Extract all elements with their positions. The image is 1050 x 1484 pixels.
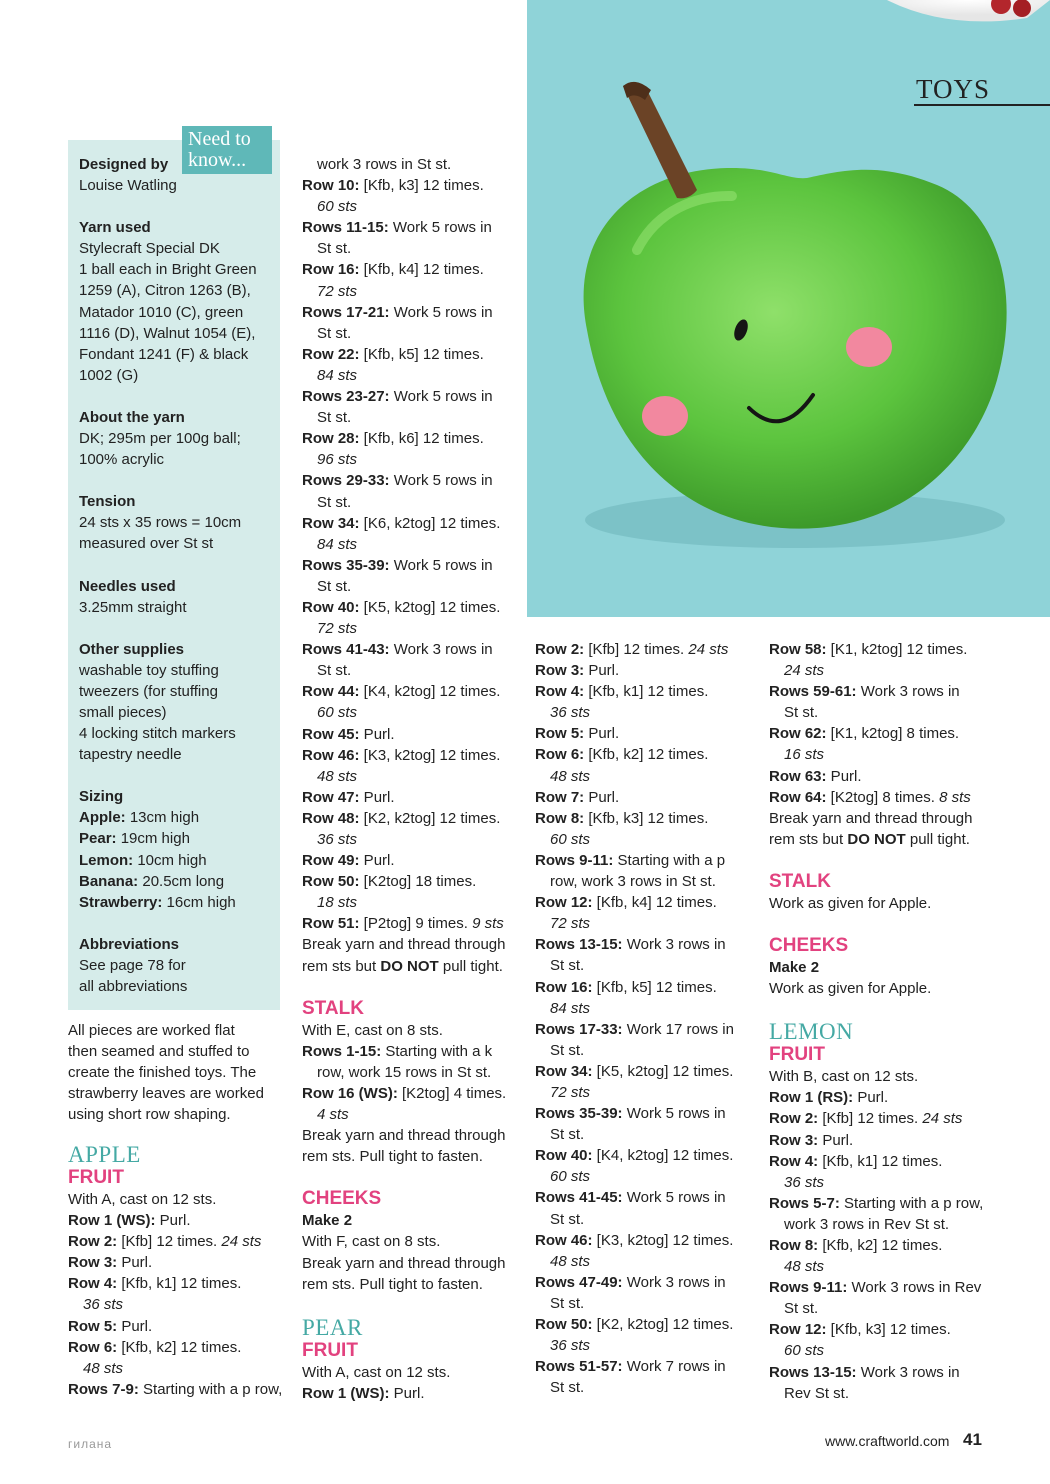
row-label: Row 1 (RS): bbox=[769, 1089, 854, 1107]
pattern-row: Rows 41-43: Work 3 rows in bbox=[302, 641, 493, 659]
stitch-count: 72 sts bbox=[550, 1083, 591, 1101]
stitch-count: 16 sts bbox=[784, 746, 825, 764]
row-label: Row 62: bbox=[769, 725, 827, 743]
pattern-row: Row 5: Purl. bbox=[535, 725, 620, 743]
info-heading: Designed by bbox=[79, 156, 169, 173]
info-block bbox=[79, 639, 275, 766]
instruction-text: rem sts but DO NOT pull tight. bbox=[769, 830, 970, 848]
pattern-row: Row 22: [Kfb, k5] 12 times. bbox=[302, 345, 484, 363]
row-label: Row 3: bbox=[68, 1254, 118, 1272]
row-label: Row 2: bbox=[535, 641, 585, 658]
size-label: Strawberry: bbox=[79, 893, 163, 911]
row-label: Rows 59-61: bbox=[769, 683, 857, 701]
pattern-row: Row 63: Purl. bbox=[769, 767, 862, 785]
pattern-row: Rows 35-39: Work 5 rows in bbox=[302, 556, 493, 574]
section-tag: TOYS bbox=[914, 74, 1050, 106]
instruction-text: Break yarn and thread through bbox=[302, 1254, 506, 1272]
pattern-row: Row 44: [K4, k2tog] 12 times. bbox=[302, 683, 501, 701]
row-label: Row 40: bbox=[302, 598, 360, 616]
make-count bbox=[769, 957, 999, 978]
row-label: Row 50: bbox=[535, 1316, 593, 1333]
pattern-row: Rows 23-27: Work 5 rows in bbox=[302, 388, 493, 406]
row-label: Row 8: bbox=[769, 1236, 819, 1254]
row-continued: St st. bbox=[550, 1041, 585, 1059]
row-label: Row 28: bbox=[302, 430, 360, 448]
row-label: Row 40: bbox=[535, 1147, 593, 1165]
pattern-row: Rows 17-21: Work 5 rows in bbox=[302, 303, 493, 321]
stitch-count: 36 sts bbox=[784, 1173, 825, 1191]
row-label: Rows 7-9: bbox=[68, 1380, 139, 1398]
info-line: Fondant 1241 (F) & black bbox=[79, 345, 249, 363]
row-label: Rows 23-27: bbox=[302, 388, 390, 406]
stitch-count: 36 sts bbox=[83, 1296, 124, 1314]
row-continued: St st. bbox=[784, 1300, 819, 1318]
pattern-row: Row 46: [K3, k2tog] 12 times. bbox=[302, 746, 501, 764]
instruction-text: With B, cast on 12 sts. bbox=[769, 1068, 919, 1086]
row-label: Row 12: bbox=[769, 1321, 827, 1339]
intro-line: using short row shaping. bbox=[68, 1106, 231, 1124]
row-label: Row 51: bbox=[302, 915, 360, 933]
instruction-text: Break yarn and thread through bbox=[302, 1127, 506, 1145]
pattern-row: Row 48: [K2, k2tog] 12 times. bbox=[302, 809, 501, 827]
row-continued: St st. bbox=[317, 324, 352, 342]
spacer bbox=[302, 977, 517, 998]
pattern-row: Row 2: [Kfb] 12 times. 24 sts bbox=[769, 1110, 963, 1128]
column-1 bbox=[68, 1143, 283, 1400]
stitch-count: 60 sts bbox=[317, 198, 358, 216]
info-line: 1002 (G) bbox=[79, 366, 139, 384]
row-label: Row 45: bbox=[302, 725, 360, 743]
row-label: Row 22: bbox=[302, 345, 360, 363]
instruction-text: With A, cast on 12 sts. bbox=[68, 1191, 217, 1208]
row-continued: St st. bbox=[317, 662, 352, 680]
row-label: Row 10: bbox=[302, 177, 360, 195]
section-heading: APPLE bbox=[68, 1142, 141, 1167]
info-line: tweezers (for stuffing bbox=[79, 682, 218, 700]
row-label: Row 34: bbox=[535, 1062, 593, 1080]
row-continued: St st. bbox=[550, 957, 585, 975]
row-label: Row 5: bbox=[68, 1317, 118, 1335]
pattern-row: Rows 41-45: Work 5 rows in bbox=[535, 1189, 726, 1207]
pattern-row: Rows 5-7: Starting with a p row, bbox=[769, 1194, 984, 1212]
row-label: Row 63: bbox=[769, 767, 827, 785]
intro-line: strawberry leaves are worked bbox=[68, 1085, 264, 1103]
pattern-row: Rows 47-49: Work 3 rows in bbox=[535, 1273, 726, 1291]
instruction-text: rem sts. Pull tight to fasten. bbox=[302, 1275, 483, 1293]
pattern-row: Row 1 (WS): Purl. bbox=[68, 1212, 191, 1230]
row-label: Row 48: bbox=[302, 809, 360, 827]
size-label: Pear: bbox=[79, 830, 117, 848]
row-label: Row 4: bbox=[769, 1152, 819, 1170]
stitch-count: 8 sts bbox=[939, 788, 971, 806]
sub-heading: STALK bbox=[302, 997, 364, 1019]
pattern-row: Row 8: [Kfb, k3] 12 times. bbox=[535, 809, 709, 827]
pattern-row: Rows 51-57: Work 7 rows in bbox=[535, 1358, 726, 1376]
pattern-row: Rows 35-39: Work 5 rows in bbox=[535, 1105, 726, 1123]
pattern-row: Row 3: Purl. bbox=[535, 662, 620, 680]
make-count-label: Make 2 bbox=[769, 959, 820, 977]
row-label: Rows 5-7: bbox=[769, 1194, 840, 1212]
stitch-count: 60 sts bbox=[784, 1342, 825, 1360]
stitch-count: 84 sts bbox=[317, 366, 358, 384]
sub-heading: FRUIT bbox=[769, 1044, 825, 1066]
pattern-row: Row 2: [Kfb] 12 times. 24 sts bbox=[68, 1233, 262, 1251]
pattern-row: Rows 13-15: Work 3 rows in bbox=[535, 936, 726, 954]
pattern-row: Row 34: [K5, k2tog] 12 times. bbox=[535, 1062, 734, 1080]
row-label: Rows 47-49: bbox=[535, 1273, 623, 1291]
row-label: Rows 11-15: bbox=[302, 219, 389, 237]
stitch-count: 72 sts bbox=[317, 282, 358, 300]
info-line: tapestry needle bbox=[79, 746, 182, 764]
stitch-count: 4 sts bbox=[317, 1106, 349, 1124]
size-label: Banana: bbox=[79, 872, 139, 890]
info-line: small pieces) bbox=[79, 703, 167, 721]
pattern-row: Row 4: [Kfb, k1] 12 times. bbox=[769, 1152, 943, 1170]
pattern-row: Row 49: Purl. bbox=[302, 852, 395, 870]
stitch-count: 96 sts bbox=[317, 451, 358, 469]
pattern-row: Row 50: [K2tog] 18 times. bbox=[302, 873, 477, 891]
instruction-text: Work as given for Apple. bbox=[769, 980, 932, 998]
pattern-row: Row 58: [K1, k2tog] 12 times. bbox=[769, 641, 968, 658]
row-label: Rows 41-43: bbox=[302, 641, 390, 659]
pattern-row: Row 16: [Kfb, k4] 12 times. bbox=[302, 261, 484, 279]
pattern-row: Row 5: Purl. bbox=[68, 1317, 153, 1335]
stitch-count: 84 sts bbox=[317, 535, 358, 553]
row-continued: work 3 rows in Rev St st. bbox=[784, 1215, 950, 1233]
pattern-row: Row 46: [K3, k2tog] 12 times. bbox=[535, 1231, 734, 1249]
pattern-row: Row 47: Purl. bbox=[302, 788, 395, 806]
pattern-row: Row 7: Purl. bbox=[535, 788, 620, 806]
info-heading: Other supplies bbox=[79, 640, 185, 658]
pattern-row: Row 28: [Kfb, k6] 12 times. bbox=[302, 430, 484, 448]
info-line: 100% acrylic bbox=[79, 451, 165, 469]
pattern-row: Rows 7-9: Starting with a p row, bbox=[68, 1380, 283, 1398]
info-block bbox=[79, 491, 275, 554]
make-count bbox=[302, 1210, 517, 1231]
spacer bbox=[769, 850, 999, 871]
row-continued: St st. bbox=[317, 577, 352, 595]
stitch-count: 84 sts bbox=[550, 999, 591, 1017]
stitch-count: 36 sts bbox=[550, 1337, 591, 1355]
pattern-row: Row 62: [K1, k2tog] 8 times. bbox=[769, 725, 960, 743]
pattern-row: Row 64: [K2tog] 8 times. 8 sts bbox=[769, 788, 971, 806]
footer-url[interactable]: www.craftworld.com bbox=[825, 1433, 950, 1449]
row-label: Row 3: bbox=[769, 1131, 819, 1149]
row-continued: row, work 3 rows in St st. bbox=[550, 873, 716, 891]
intro-paragraph bbox=[68, 1020, 283, 1125]
instruction-text: Work as given for Apple. bbox=[769, 894, 932, 912]
section-heading: PEAR bbox=[302, 1314, 363, 1340]
row-label: Rows 29-33: bbox=[302, 472, 390, 490]
row-label: Row 49: bbox=[302, 852, 360, 870]
pattern-row: Row 4: [Kfb, k1] 12 times. bbox=[535, 683, 709, 701]
row-label: Row 16: bbox=[302, 261, 360, 279]
row-label: Rows 1-15: bbox=[302, 1042, 382, 1060]
row-continued: St st. bbox=[550, 1294, 585, 1312]
pattern-row: Rows 1-15: Starting with a k bbox=[302, 1042, 493, 1060]
row-continued: St st. bbox=[317, 409, 352, 427]
pattern-row: Row 12: [Kfb, k4] 12 times. bbox=[535, 894, 717, 912]
stitch-count: 48 sts bbox=[550, 1252, 591, 1270]
pattern-row: Row 40: [K4, k2tog] 12 times. bbox=[535, 1147, 734, 1165]
pattern-row: Row 6: [Kfb, k2] 12 times. bbox=[68, 1338, 242, 1356]
row-label: Row 6: bbox=[535, 746, 585, 764]
pattern-row: Row 1 (WS): Purl. bbox=[302, 1384, 425, 1402]
row-continued: St st. bbox=[550, 1210, 585, 1228]
size-line: Apple: 13cm high bbox=[79, 809, 200, 827]
pattern-row: Rows 59-61: Work 3 rows in bbox=[769, 683, 960, 701]
pattern-row: Row 3: Purl. bbox=[769, 1131, 854, 1149]
info-line: DK; 295m per 100g ball; bbox=[79, 430, 241, 448]
instruction-text: rem sts but DO NOT pull tight. bbox=[302, 957, 503, 975]
row-label: Row 2: bbox=[68, 1233, 118, 1251]
pattern-row: Rows 29-33: Work 5 rows in bbox=[302, 472, 493, 490]
info-line: Matador 1010 (C), green bbox=[79, 303, 244, 321]
pattern-row: Row 50: [K2, k2tog] 12 times. bbox=[535, 1316, 734, 1333]
row-label: Rows 51-57: bbox=[535, 1358, 623, 1376]
info-heading: Abbreviations bbox=[79, 935, 180, 953]
row-continued: St st. bbox=[784, 704, 819, 722]
pattern-row: Row 6: [Kfb, k2] 12 times. bbox=[535, 746, 709, 764]
stitch-count: 48 sts bbox=[317, 767, 358, 785]
pattern-row: Row 40: [K5, k2tog] 12 times. bbox=[302, 598, 501, 616]
stitch-count: 72 sts bbox=[317, 620, 358, 638]
stitch-count: 24 sts bbox=[688, 641, 729, 658]
info-line: 4 locking stitch markers bbox=[79, 725, 236, 743]
row-label: Row 58: bbox=[769, 641, 827, 658]
info-line: 1259 (A), Citron 1263 (B), bbox=[79, 282, 251, 300]
column-2 bbox=[302, 154, 517, 1404]
row-label: Row 1 (WS): bbox=[68, 1212, 156, 1230]
pattern-row: Row 1 (RS): Purl. bbox=[769, 1089, 889, 1107]
sub-heading: STALK bbox=[769, 870, 831, 892]
row-label: Rows 35-39: bbox=[535, 1105, 623, 1123]
row-label: Row 12: bbox=[535, 894, 593, 912]
info-block bbox=[79, 217, 275, 386]
row-label: Row 64: bbox=[769, 788, 827, 806]
emphasis: DO NOT bbox=[380, 957, 439, 975]
size-line: Banana: 20.5cm long bbox=[79, 872, 225, 890]
row-continued: St st. bbox=[550, 1379, 585, 1397]
info-line: See page 78 for bbox=[79, 956, 186, 974]
row-label: Rows 13-15: bbox=[535, 936, 623, 954]
pattern-row: Row 3: Purl. bbox=[68, 1254, 153, 1272]
info-line: washable toy stuffing bbox=[79, 661, 219, 679]
row-label: Row 4: bbox=[68, 1275, 118, 1293]
pattern-row: Rows 9-11: Work 3 rows in Rev bbox=[769, 1279, 982, 1297]
stitch-count: 9 sts bbox=[472, 915, 504, 933]
spacer bbox=[769, 914, 999, 935]
instruction-continued: work 3 rows in St st. bbox=[317, 156, 452, 173]
spacer bbox=[302, 1167, 517, 1188]
row-label: Rows 17-21: bbox=[302, 303, 390, 321]
info-heading: Yarn used bbox=[79, 219, 151, 237]
stitch-count: 36 sts bbox=[550, 704, 591, 722]
info-block bbox=[79, 576, 275, 618]
pattern-row: Rows 9-11: Starting with a p bbox=[535, 851, 726, 869]
row-label: Row 50: bbox=[302, 873, 360, 891]
pattern-row: Row 4: [Kfb, k1] 12 times. bbox=[68, 1275, 242, 1293]
intro-line: create the finished toys. The bbox=[68, 1064, 257, 1082]
stitch-count: 48 sts bbox=[83, 1359, 124, 1377]
pattern-row: Rows 11-15: Work 5 rows in bbox=[302, 219, 492, 237]
row-label: Row 16 (WS): bbox=[302, 1084, 398, 1102]
row-label: Row 46: bbox=[535, 1231, 593, 1249]
info-block bbox=[79, 934, 275, 997]
sub-heading: FRUIT bbox=[302, 1339, 358, 1361]
size-label: Lemon: bbox=[79, 851, 134, 869]
intro-line: then seamed and stuffed to bbox=[68, 1043, 250, 1061]
info-line: 3.25mm straight bbox=[79, 598, 187, 616]
row-label: Row 8: bbox=[535, 809, 585, 827]
instruction-text: Break yarn and thread through bbox=[302, 936, 506, 954]
need-to-know-tab: Need to know... bbox=[182, 126, 272, 174]
info-line: measured over St st bbox=[79, 535, 214, 553]
info-block bbox=[79, 407, 275, 470]
stitch-count: 48 sts bbox=[784, 1258, 825, 1276]
row-label: Row 7: bbox=[535, 788, 585, 806]
instruction-text: With A, cast on 12 sts. bbox=[302, 1363, 451, 1381]
column-4 bbox=[769, 639, 999, 1404]
instruction-text: Break yarn and thread through bbox=[769, 809, 973, 827]
info-line: 1116 (D), Walnut 1054 (E), bbox=[79, 324, 256, 342]
stitch-count: 18 sts bbox=[317, 894, 358, 912]
info-block bbox=[79, 154, 275, 196]
row-label: Row 2: bbox=[769, 1110, 819, 1128]
stitch-count: 60 sts bbox=[550, 830, 591, 848]
size-line: Strawberry: 16cm high bbox=[79, 893, 236, 911]
need-to-know-content bbox=[79, 154, 275, 1018]
emphasis: DO NOT bbox=[847, 830, 906, 848]
pattern-row: Row 45: Purl. bbox=[302, 725, 395, 743]
info-block bbox=[79, 786, 275, 913]
row-continued: St st. bbox=[550, 1126, 585, 1144]
row-label: Rows 9-11: bbox=[769, 1279, 848, 1297]
row-label: Row 6: bbox=[68, 1338, 118, 1356]
pattern-row: Row 2: [Kfb] 12 times. 24 sts bbox=[535, 641, 729, 658]
instruction-text: With E, cast on 8 sts. bbox=[302, 1021, 443, 1039]
stitch-count: 48 sts bbox=[550, 767, 591, 785]
row-continued: Rev St st. bbox=[784, 1384, 850, 1402]
row-label: Row 16: bbox=[535, 978, 593, 996]
spacer bbox=[769, 999, 999, 1020]
stitch-count: 24 sts bbox=[221, 1233, 262, 1251]
make-count-label: Make 2 bbox=[302, 1212, 353, 1230]
info-line: all abbreviations bbox=[79, 978, 188, 995]
info-heading: Needles used bbox=[79, 577, 176, 595]
sub-heading: CHEEKS bbox=[302, 1188, 382, 1210]
stitch-count: 36 sts bbox=[317, 831, 358, 848]
row-label: Row 4: bbox=[535, 683, 585, 701]
row-label: Row 1 (WS): bbox=[302, 1384, 390, 1402]
pattern-row: Row 12: [Kfb, k3] 12 times. bbox=[769, 1321, 951, 1339]
instruction-text: With F, cast on 8 sts. bbox=[302, 1233, 441, 1251]
pattern-row: Row 16: [Kfb, k5] 12 times. bbox=[535, 978, 717, 996]
stitch-count: 60 sts bbox=[317, 704, 358, 722]
row-label: Row 47: bbox=[302, 788, 360, 806]
pattern-row: Row 16 (WS): [K2tog] 4 times. bbox=[302, 1084, 507, 1102]
info-heading: About the yarn bbox=[79, 408, 185, 426]
size-label: Apple: bbox=[79, 809, 126, 827]
row-label: Row 46: bbox=[302, 746, 360, 764]
pattern-row: Row 10: [Kfb, k3] 12 times. bbox=[302, 177, 484, 195]
pattern-row: Row 51: [P2tog] 9 times. 9 sts bbox=[302, 915, 504, 933]
info-line: Louise Watling bbox=[79, 177, 177, 195]
info-line: 1 ball each in Bright Green bbox=[79, 261, 257, 279]
pattern-row: Rows 13-15: Work 3 rows in bbox=[769, 1363, 960, 1381]
info-heading: Sizing bbox=[79, 788, 124, 806]
row-continued: St st. bbox=[317, 240, 352, 258]
footer-watermark: гилана bbox=[68, 1437, 113, 1451]
stitch-count: 72 sts bbox=[550, 915, 591, 933]
size-line: Pear: 19cm high bbox=[79, 830, 190, 848]
stitch-count: 60 sts bbox=[550, 1168, 591, 1186]
intro-line: All pieces are worked flat bbox=[68, 1022, 235, 1039]
pattern-row: Row 34: [K6, k2tog] 12 times. bbox=[302, 514, 501, 532]
row-label: Row 5: bbox=[535, 725, 585, 743]
instruction-text: rem sts. Pull tight to fasten. bbox=[302, 1148, 483, 1166]
page-number: 41 bbox=[963, 1430, 982, 1449]
pattern-row: Row 8: [Kfb, k2] 12 times. bbox=[769, 1236, 943, 1254]
pattern-row: Rows 17-33: Work 17 rows in bbox=[535, 1020, 734, 1038]
row-label: Row 34: bbox=[302, 514, 360, 532]
info-line: Stylecraft Special DK bbox=[79, 240, 220, 258]
row-label: Rows 17-33: bbox=[535, 1020, 623, 1038]
sub-heading: CHEEKS bbox=[769, 935, 849, 957]
row-label: Rows 13-15: bbox=[769, 1363, 857, 1381]
size-line: Lemon: 10cm high bbox=[79, 851, 207, 869]
row-continued: row, work 15 rows in St st. bbox=[317, 1063, 492, 1081]
info-line: 24 sts x 35 rows = 10cm bbox=[79, 514, 242, 532]
row-label: Rows 9-11: bbox=[535, 851, 614, 869]
stitch-count: 24 sts bbox=[922, 1110, 963, 1128]
stitch-count: 24 sts bbox=[784, 662, 825, 680]
column-3 bbox=[535, 639, 750, 1398]
row-continued: St st. bbox=[317, 493, 352, 511]
section-heading: LEMON bbox=[769, 1019, 854, 1045]
spacer bbox=[302, 1295, 517, 1316]
row-label: Row 44: bbox=[302, 683, 360, 701]
info-heading: Tension bbox=[79, 493, 136, 511]
row-label: Rows 41-45: bbox=[535, 1189, 623, 1207]
sub-heading: FRUIT bbox=[68, 1167, 124, 1188]
row-label: Rows 35-39: bbox=[302, 556, 390, 574]
row-label: Row 3: bbox=[535, 662, 585, 680]
